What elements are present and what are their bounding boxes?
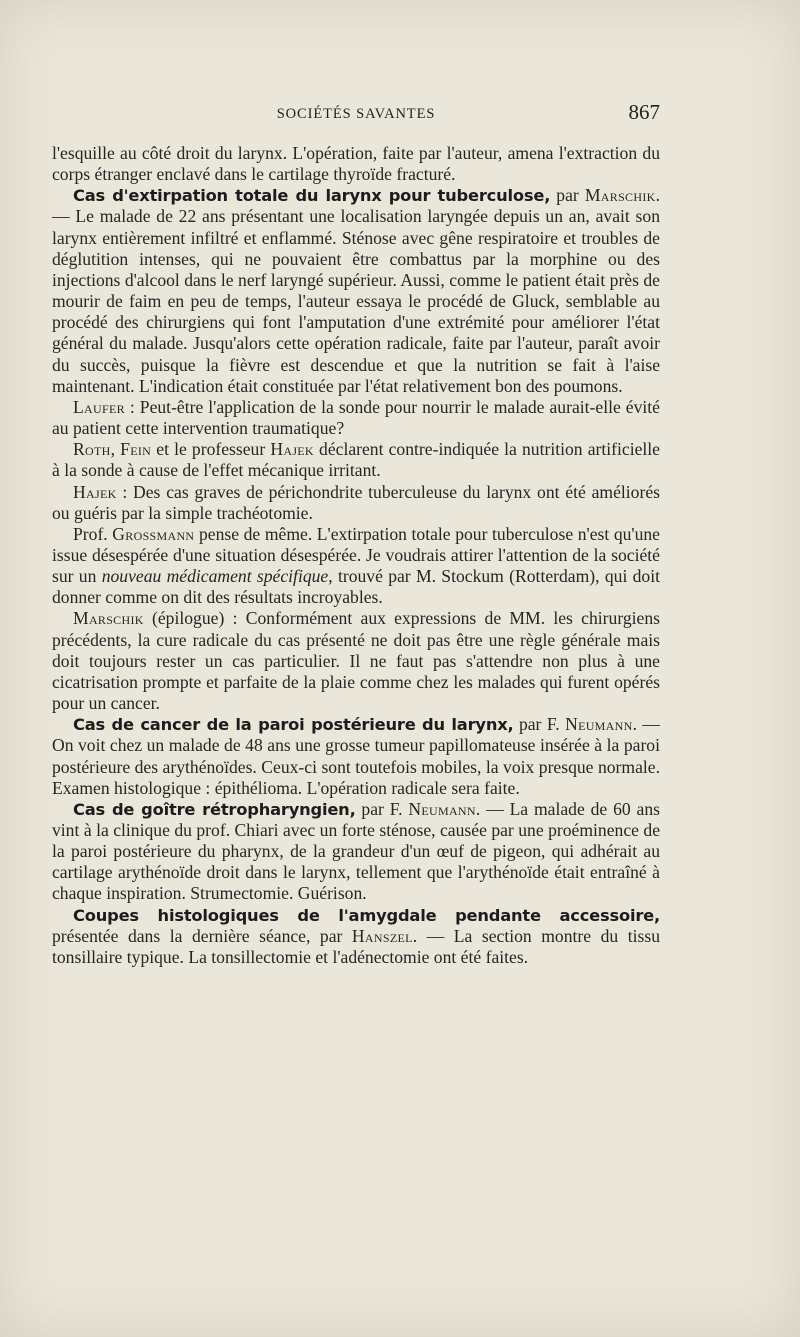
author-name: Neumann [565,714,633,735]
italic-phrase: nouveau médicament spécifique [101,566,329,587]
paragraph-laryngectomy-case: Cas d'extirpation totale du larynx pour tuberculose, par Marschik. — Le malade de 22 ans présentant une localisation laryngée depuis un an, avait son larynx entièrement infiltré et enflammé. Sténose avec gêne respiratoire et troubles de déglutition intenses, qui ne pouvaient être combattus par la morphine ou des injections d'alcool dans le nerf laryngé supérieur. Aussi, comme le patient était près de mourir de faim en peu de temps, l'auteur essaya le procédé de Gluck, semblable au procédé des chirurgiens qui font l'amputation d'une extrémité pour améliorer l'état général du malade. Jusqu'alors cette opération radicale, faite par l'auteur, paraît avoir du succès, puisque la fièvre est descendue et que la nutrition se fait à l'aise maintenant. L'indication était constituée par l'état relativement bon des poumons. [52,185,660,396]
paragraph-continuation: l'esquille au côté droit du larynx. L'opération, faite par l'auteur, amena l'extraction du corps étranger enclavé dans le cartilage thyroïde fracturé. [52,143,660,185]
page-header [52,100,660,128]
body-text [52,143,660,968]
section-title: Cas de cancer de la paroi postérieure du larynx, [73,715,514,735]
author-name: Neumann [408,798,476,819]
page-number: 867 [628,100,660,124]
author-name: Hanszel [351,925,413,946]
paragraph-goitre-case: Cas de goître rétropharyngien, par F. Neumann. — La malade de 60 ans vint à la clinique du prof. Chiari avec un forte sténose, causée par une proéminence de la paroi postérieure du pharynx, de la grandeur d'un œuf de pigeon, qui adhérait au cartilage arythénoïde droit dans le larynx, tellement que l'arythénoïde était entraîné à chaque inspiration. Strumectomie. Guérison. [52,798,660,904]
author-name: Marschik [584,185,656,206]
paragraph-cancer-case: Cas de cancer de la paroi postérieure du larynx, par F. Neumann. — On voit chez un malade de 48 ans une grosse tumeur papillomateuse insérée à la paroi postérieure des arythénoïdes. Ceux-ci sont toutefois mobiles, la voix presque normale. Examen histologique : épithélioma. L'opération radicale sera faite. [52,714,660,798]
speaker-name: Fein [120,439,152,460]
paragraph-roth-fein: Roth, Fein et le professeur Hajek déclarent contre-indiquée la nutrition artificielle à la sonde à cause de l'effet mécanique irritant. [52,439,660,481]
speaker-name: Roth [73,439,111,460]
paragraph-marschik-epilogue: Marschik (épilogue) : Conformément aux expressions de MM. les chirurgiens précédents, la cure radicale du cas présenté ne doit pas être une règle générale mais doit toujours rester un cas particulier. Il ne faut pas s'attendre non plus à une cicatrisation prompte et parfaite de la plaie comme chez les malades qui furent opérés pour un cancer. [52,608,660,714]
paragraph-tonsil-sections: Coupes histologiques de l'amygdale pendante accessoire, présentée dans la dernière séance, par Hanszel. — La section montre du tissu tonsillaire typique. La tonsillectomie et l'adénectomie ont été faites. [52,905,660,967]
paragraph-laufer: Laufer : Peut-être l'application de la sonde pour nourrir le malade aurait-elle évité au patient cette intervention traumatique? [52,396,660,439]
speaker-name: Laufer [73,396,125,417]
paragraph-grossmann: Prof. Grossmann pense de même. L'extirpation totale pour tuberculose n'est qu'une issue désespérée d'une situation désespérée. Je voudrais attirer l'attention de la société sur un nouveau médicament spécifique, trouvé par M. Stockum (Rotterdam), qui doit donner comme on dit des résultats incroyables. [52,523,660,608]
speaker-name: Hajek [73,481,117,502]
section-title: Cas d'extirpation totale du larynx pour tuberculose, [73,186,551,206]
speaker-name: Grossmann [112,523,195,544]
section-title: Coupes histologiques de l'amygdale pendante accessoire, [73,905,660,925]
section-title: Cas de goître rétropharyngien, [73,799,356,819]
running-head: SOCIÉTÉS SAVANTES [276,106,436,122]
speaker-name: Hajek [270,439,314,460]
paragraph-hajek: Hajek : Des cas graves de périchondrite tuberculeuse du larynx ont été améliorés ou guéris par la simple trachéotomie. [52,481,660,523]
speaker-name: Marschik [73,608,144,629]
